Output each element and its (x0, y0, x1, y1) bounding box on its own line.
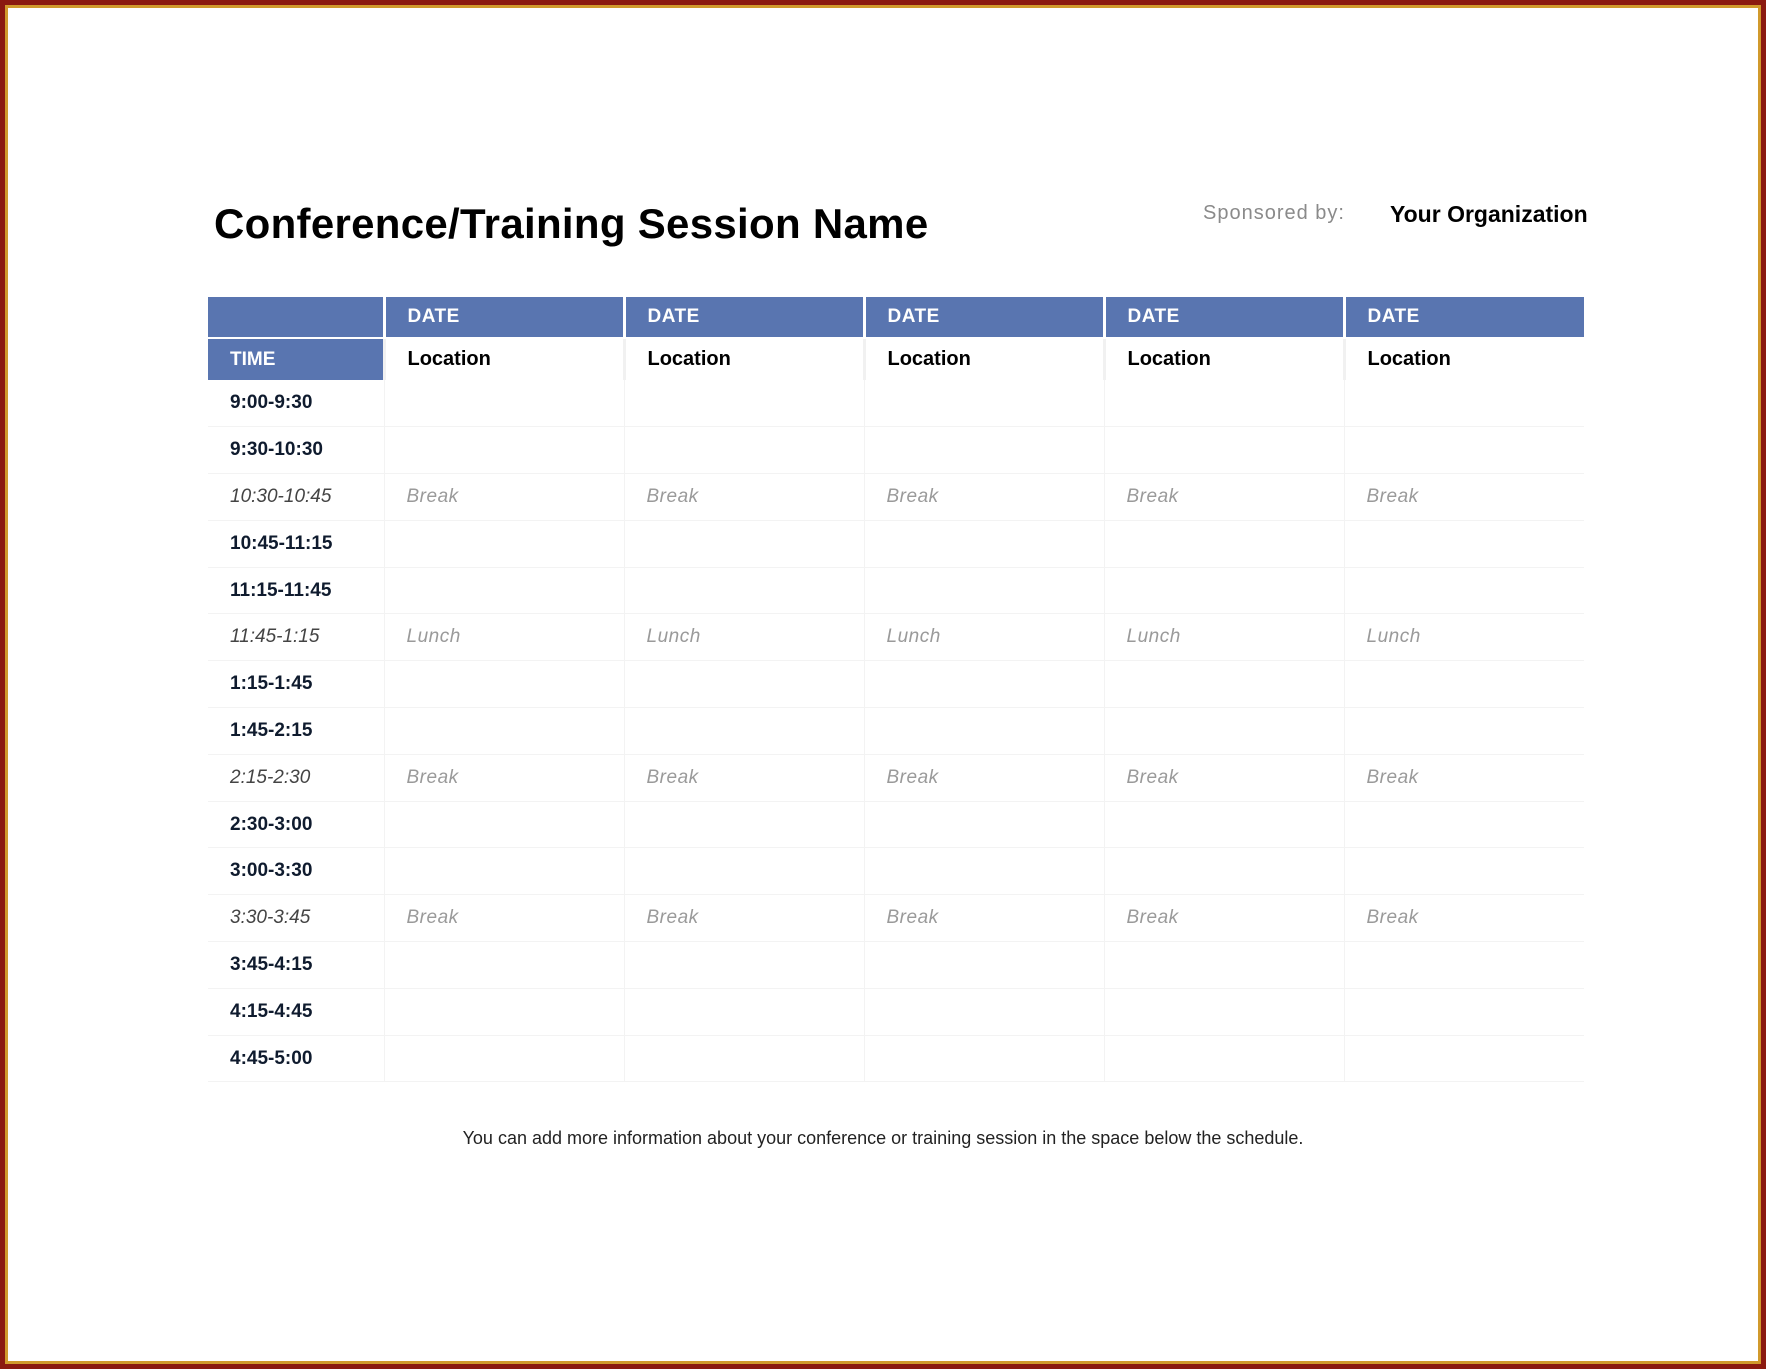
time-slot-label: 4:15-4:45 (208, 988, 384, 1035)
table-row (208, 567, 1584, 614)
schedule-cell[interactable] (1104, 520, 1344, 567)
schedule-cell[interactable] (1104, 848, 1344, 895)
schedule-cell[interactable]: Break (1104, 474, 1344, 521)
table-row (208, 1035, 1584, 1082)
time-slot-label: 1:15-1:45 (208, 661, 384, 708)
schedule-cell[interactable] (384, 1035, 624, 1082)
schedule-cell[interactable]: Lunch (624, 614, 864, 661)
schedule-cell[interactable] (1104, 661, 1344, 708)
table-row (208, 474, 1584, 521)
time-slot-label: 3:30-3:45 (208, 895, 384, 942)
schedule-cell[interactable]: Lunch (384, 614, 624, 661)
location-header: Location (864, 338, 1104, 380)
schedule-cell[interactable]: Break (1344, 474, 1584, 521)
schedule-cell[interactable] (1104, 942, 1344, 989)
schedule-cell[interactable] (624, 567, 864, 614)
schedule-cell[interactable]: Break (384, 895, 624, 942)
time-slot-label: 9:30-10:30 (208, 427, 384, 474)
schedule-cell[interactable] (1104, 801, 1344, 848)
date-header: DATE (864, 297, 1104, 338)
schedule-cell[interactable] (384, 380, 624, 427)
schedule-cell[interactable] (1344, 801, 1584, 848)
schedule-cell[interactable] (864, 427, 1104, 474)
schedule-cell[interactable] (1344, 661, 1584, 708)
schedule-cell[interactable] (624, 988, 864, 1035)
schedule-cell[interactable] (624, 380, 864, 427)
date-header: DATE (1104, 297, 1344, 338)
date-header: DATE (1344, 297, 1584, 338)
time-slot-label: 10:45-11:15 (208, 520, 384, 567)
schedule-cell[interactable]: Break (864, 474, 1104, 521)
schedule-cell[interactable] (384, 942, 624, 989)
table-row (208, 614, 1584, 661)
schedule-cell[interactable] (1344, 567, 1584, 614)
footnote-text: You can add more information about your conference or training session in the space below the schedule. (462, 1128, 1304, 1148)
document-title: Conference/Training Session Name (214, 200, 929, 247)
schedule-cell[interactable]: Lunch (1344, 614, 1584, 661)
schedule-cell[interactable]: Break (384, 754, 624, 801)
time-slot-label: 10:30-10:45 (208, 474, 384, 521)
schedule-cell[interactable] (864, 661, 1104, 708)
schedule-cell[interactable] (864, 520, 1104, 567)
schedule-cell[interactable] (1104, 708, 1344, 755)
schedule-cell[interactable]: Break (1344, 754, 1584, 801)
date-header: DATE (624, 297, 864, 338)
schedule-cell[interactable] (624, 661, 864, 708)
table-row (208, 708, 1584, 755)
date-header: DATE (384, 297, 624, 338)
schedule-cell[interactable] (864, 801, 1104, 848)
schedule-cell[interactable] (864, 988, 1104, 1035)
schedule-table (208, 297, 1584, 1082)
schedule-cell[interactable]: Lunch (1104, 614, 1344, 661)
time-slot-label: 3:45-4:15 (208, 942, 384, 989)
schedule-cell[interactable] (1104, 1035, 1344, 1082)
schedule-cell[interactable] (1344, 708, 1584, 755)
schedule-cell[interactable] (624, 1035, 864, 1082)
schedule-cell[interactable]: Break (624, 895, 864, 942)
table-row (208, 427, 1584, 474)
schedule-cell[interactable] (1344, 380, 1584, 427)
time-slot-label: 2:30-3:00 (208, 801, 384, 848)
schedule-cell[interactable] (624, 942, 864, 989)
time-slot-label: 9:00-9:30 (208, 380, 384, 427)
location-header: Location (1104, 338, 1344, 380)
table-row (208, 942, 1584, 989)
schedule-cell[interactable] (864, 380, 1104, 427)
schedule-cell[interactable]: Break (864, 895, 1104, 942)
schedule-cell[interactable]: Break (624, 474, 864, 521)
schedule-cell[interactable]: Break (864, 754, 1104, 801)
schedule-cell[interactable] (384, 988, 624, 1035)
schedule-cell[interactable] (864, 848, 1104, 895)
schedule-cell[interactable] (384, 661, 624, 708)
schedule-cell[interactable] (384, 848, 624, 895)
time-slot-label: 1:45-2:15 (208, 708, 384, 755)
table-row (208, 895, 1584, 942)
schedule-cell[interactable]: Break (1344, 895, 1584, 942)
table-row (208, 801, 1584, 848)
schedule-cell[interactable] (624, 427, 864, 474)
schedule-cell[interactable] (624, 801, 864, 848)
schedule-cell[interactable] (1104, 427, 1344, 474)
location-header: Location (384, 338, 624, 380)
table-row (208, 520, 1584, 567)
sponsor-label: Sponsored by: (1203, 202, 1345, 224)
time-slot-label: 2:15-2:30 (208, 754, 384, 801)
schedule-cell[interactable]: Break (1104, 895, 1344, 942)
location-header-row (208, 338, 1584, 380)
schedule-cell[interactable] (1344, 427, 1584, 474)
location-header: Location (624, 338, 864, 380)
table-row (208, 848, 1584, 895)
location-header: Location (1344, 338, 1584, 380)
schedule-cell[interactable] (864, 942, 1104, 989)
table-row (208, 754, 1584, 801)
schedule-cell[interactable] (864, 1035, 1104, 1082)
schedule-cell[interactable] (1344, 988, 1584, 1035)
time-slot-label: 11:45-1:15 (208, 614, 384, 661)
table-row (208, 380, 1584, 427)
time-slot-label: 3:00-3:30 (208, 848, 384, 895)
schedule-cell[interactable] (384, 427, 624, 474)
schedule-cell[interactable]: Break (384, 474, 624, 521)
table-row (208, 661, 1584, 708)
date-header-row (208, 297, 1584, 338)
schedule-body (208, 380, 1584, 1082)
sponsor-name: Your Organization (1390, 201, 1588, 227)
schedule-cell[interactable] (1344, 1035, 1584, 1082)
schedule-cell[interactable] (1104, 380, 1344, 427)
time-slot-label: 4:45-5:00 (208, 1035, 384, 1082)
schedule-cell[interactable] (1104, 988, 1344, 1035)
schedule-cell[interactable]: Break (624, 754, 864, 801)
schedule-cell[interactable] (864, 567, 1104, 614)
schedule-cell[interactable]: Break (1104, 754, 1344, 801)
schedule-cell[interactable] (624, 848, 864, 895)
schedule-cell[interactable] (864, 708, 1104, 755)
schedule-cell[interactable] (384, 567, 624, 614)
schedule-cell[interactable] (384, 801, 624, 848)
schedule-cell[interactable] (384, 520, 624, 567)
corner-header-cell (208, 297, 384, 338)
table-row (208, 988, 1584, 1035)
schedule-cell[interactable] (384, 708, 624, 755)
schedule-cell[interactable] (624, 520, 864, 567)
schedule-cell[interactable]: Lunch (864, 614, 1104, 661)
schedule-cell[interactable] (1104, 567, 1344, 614)
schedule-cell[interactable] (1344, 848, 1584, 895)
schedule-cell[interactable] (624, 708, 864, 755)
time-header: TIME (208, 338, 384, 380)
schedule-cell[interactable] (1344, 520, 1584, 567)
time-slot-label: 11:15-11:45 (208, 567, 384, 614)
schedule-cell[interactable] (1344, 942, 1584, 989)
